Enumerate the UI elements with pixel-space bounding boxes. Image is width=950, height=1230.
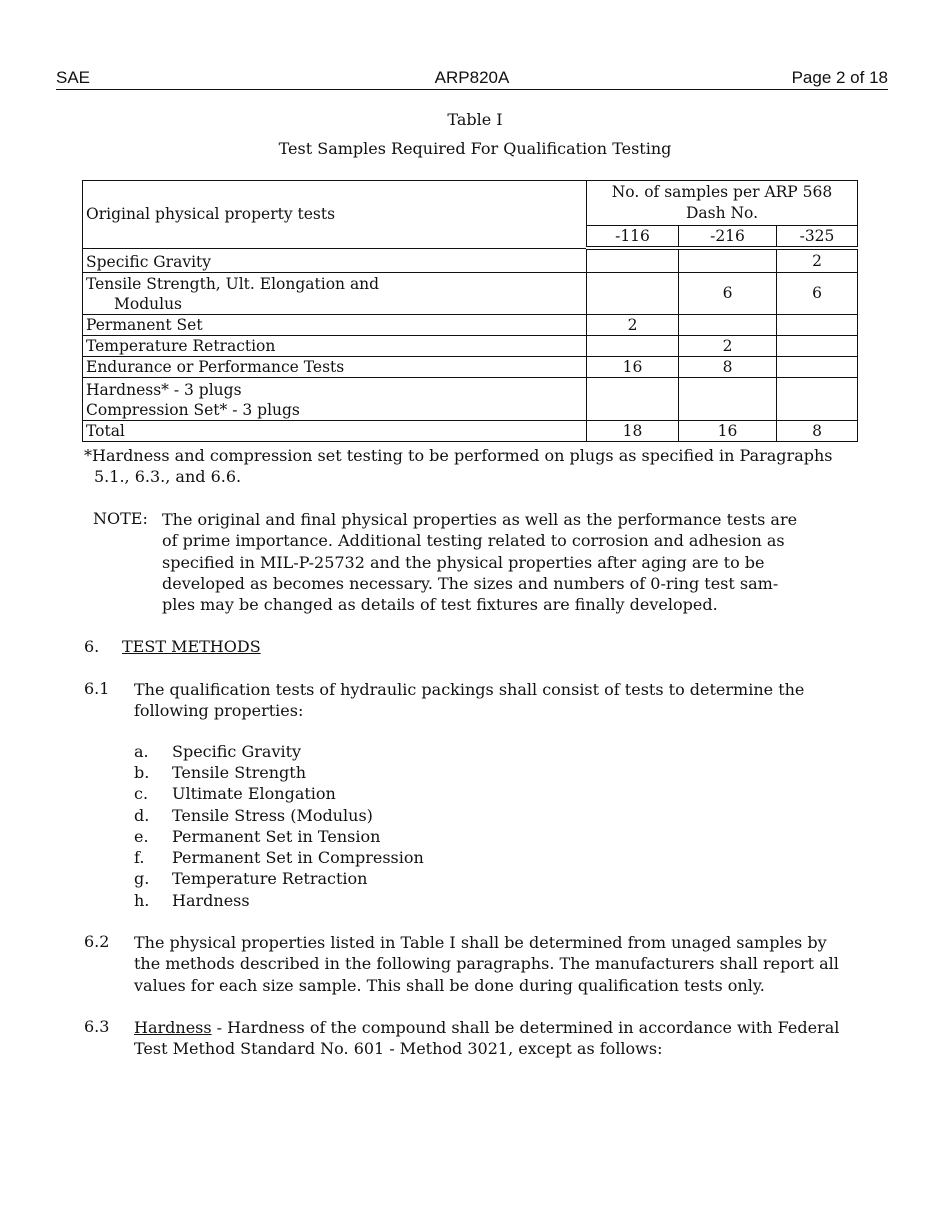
cell-116: 16 xyxy=(587,356,679,377)
para-line: The physical properties listed in Table I shall be determined from unaged samples by xyxy=(134,933,827,952)
row-label-line2: Compression Set* - 3 plugs xyxy=(86,400,300,419)
note-label: NOTE: xyxy=(93,509,148,528)
row-label xyxy=(83,377,587,420)
para-line: Test Method Standard No. 601 - Method 3021, except as follows: xyxy=(134,1039,663,1059)
list-item xyxy=(134,763,306,782)
para-line xyxy=(134,1017,839,1038)
para-line: following properties: xyxy=(134,701,304,721)
note-line: The original and final physical properties as well as the performance tests are xyxy=(162,510,798,529)
row-label-line1: Hardness* - 3 plugs xyxy=(86,380,242,399)
table-total-row xyxy=(83,420,858,441)
list-letter: g. xyxy=(134,869,150,888)
dash-number: -325 xyxy=(777,226,858,249)
cell-216: 2 xyxy=(679,335,777,356)
note-line: ples may be changed as details of test fixtures are finally developed. xyxy=(162,595,718,615)
list-letter: b. xyxy=(134,763,150,782)
cell-216 xyxy=(679,377,777,420)
table-row xyxy=(83,248,858,272)
hardness-term: Hardness xyxy=(134,1018,212,1037)
list-text: Permanent Set in Compression xyxy=(172,848,424,867)
footnote-line: *Hardness and compression set testing to be performed on plugs as specified in Paragraphs xyxy=(84,446,833,465)
dash-number: -216 xyxy=(679,226,777,249)
cell-216: 8 xyxy=(679,356,777,377)
list-letter: c. xyxy=(134,784,149,803)
cell-325 xyxy=(777,377,858,420)
list-letter: d. xyxy=(134,806,150,825)
list-text: Permanent Set in Tension xyxy=(172,827,381,846)
cell-325: 2 xyxy=(777,248,858,272)
header-org: SAE xyxy=(56,68,91,87)
list-item xyxy=(134,827,380,846)
table-row xyxy=(83,335,858,356)
row-label: Endurance or Performance Tests xyxy=(83,356,587,377)
para-line: the methods described in the following paragraphs. The manufacturers shall report all xyxy=(134,954,839,974)
para-6-3-body xyxy=(134,1017,839,1060)
cell-325: 8 xyxy=(777,420,858,441)
row-label: Temperature Retraction xyxy=(83,335,587,356)
list-item xyxy=(134,806,373,825)
cell-116: 2 xyxy=(587,314,679,335)
cell-116 xyxy=(587,335,679,356)
page-header xyxy=(56,67,888,90)
table-subtitle: Test Samples Required For Qualification Testing xyxy=(278,139,672,158)
note-body xyxy=(162,509,797,615)
row-label xyxy=(83,272,587,314)
row-label: Total xyxy=(83,420,587,441)
cell-325: 6 xyxy=(777,272,858,314)
list-item xyxy=(134,891,250,910)
cell-116: 18 xyxy=(587,420,679,441)
list-text: Ultimate Elongation xyxy=(172,784,336,803)
para-line: values for each size sample. This shall be done during qualification tests only. xyxy=(134,975,765,995)
samples-table xyxy=(82,180,858,442)
cell-216 xyxy=(679,248,777,272)
row-label-line2: Modulus xyxy=(114,294,183,313)
footnote-line: 5.1., 6.3., and 6.6. xyxy=(94,467,242,487)
col-header-tests: Original physical property tests xyxy=(83,181,587,249)
list-item xyxy=(134,742,301,761)
note-line: of prime importance. Additional testing related to corrosion and adhesion as xyxy=(162,531,785,551)
row-label-line1: Tensile Strength, Ult. Elongation and xyxy=(86,274,380,293)
section-title: TEST METHODS xyxy=(122,637,261,656)
table-row xyxy=(83,314,858,335)
row-label: Permanent Set xyxy=(83,314,587,335)
list-text: Tensile Strength xyxy=(172,763,306,782)
table-row xyxy=(83,356,858,377)
row-label: Specific Gravity xyxy=(83,248,587,272)
header-page-number: Page 2 of 18 xyxy=(791,68,888,87)
col-header-samples: No. of samples per ARP 568 Dash No. xyxy=(587,181,858,226)
header-doc-number: ARP820A xyxy=(434,68,510,87)
para-number: 6.2 xyxy=(84,932,110,951)
list-item xyxy=(134,784,336,803)
cell-216: 16 xyxy=(679,420,777,441)
section-number: 6. xyxy=(84,637,100,656)
list-letter: h. xyxy=(134,891,150,910)
list-letter: e. xyxy=(134,827,149,846)
list-item xyxy=(134,848,424,867)
table-row xyxy=(83,272,858,314)
list-letter: a. xyxy=(134,742,149,761)
cell-116 xyxy=(587,272,679,314)
para-number: 6.3 xyxy=(84,1017,110,1036)
cell-325 xyxy=(777,356,858,377)
note-line: specified in MIL-P-25732 and the physical properties after aging are to be xyxy=(162,552,765,572)
cell-216: 6 xyxy=(679,272,777,314)
table-header-row xyxy=(83,181,858,226)
list-text: Specific Gravity xyxy=(172,742,302,761)
list-text: Temperature Retraction xyxy=(172,869,368,888)
para-number: 6.1 xyxy=(84,679,110,698)
cell-216 xyxy=(679,314,777,335)
list-text: Tensile Stress (Modulus) xyxy=(172,806,373,825)
list-letter: f. xyxy=(134,848,145,867)
list-item xyxy=(134,869,367,888)
para-6-1-body xyxy=(134,679,804,722)
para-line: The qualification tests of hydraulic packings shall consist of tests to determine the xyxy=(134,680,805,699)
cell-116 xyxy=(587,377,679,420)
note-line: developed as becomes necessary. The sizes and numbers of 0-ring test sam- xyxy=(162,573,779,593)
cell-116 xyxy=(587,248,679,272)
list-text: Hardness xyxy=(172,891,250,910)
cell-325 xyxy=(777,314,858,335)
para-6-2-body xyxy=(134,932,839,996)
cell-325 xyxy=(777,335,858,356)
table-row xyxy=(83,377,858,420)
table-footnote xyxy=(84,445,832,488)
para-text: - Hardness of the compound shall be determined in accordance with Federal xyxy=(211,1018,840,1037)
table-title: Table I xyxy=(447,110,503,129)
dash-number: -116 xyxy=(587,226,679,249)
